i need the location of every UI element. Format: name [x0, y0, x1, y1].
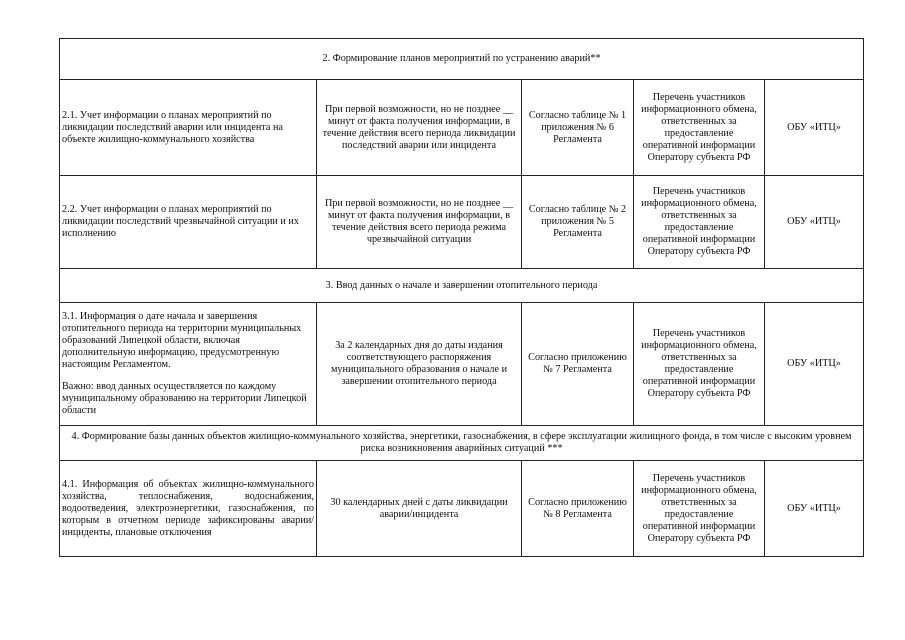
row-description [60, 461, 317, 557]
description-text: 4.1. Информация об объектах жилищно-коммунального хозяйства, теплоснабжения, водоснабжения, водоотведения, электроэнергетики, газоснабжения, по которым в отчетном периоде зафиксированы аварии/инциденты, плановые отключения [62, 478, 314, 538]
section-title: 2. Формирование планов мероприятий по устранению аварий** [60, 39, 864, 80]
row-deadline: При первой возможности, но не позднее __ минут от факта получения информации, в течение действия всего периода ликвидации последствий аварии или инцидента [317, 80, 522, 176]
regulation-table [59, 38, 864, 557]
table-row [60, 176, 864, 269]
description-text: 2.1. Учет информации о планах мероприятий по ликвидации последствий аварии или инцидента на объекте жилищно-коммунального хозяйства [62, 109, 283, 145]
description-text: 2.2. Учет информации о планах мероприятий по ликвидации последствий чрезвычайной ситуации и их исполнению [62, 204, 299, 239]
section-title: 4. Формирование базы данных объектов жилищно-коммунального хозяйства, энергетики, газоснабжения, в сфере эксплуатации жилищного фонда, в том числе с высоким уровнем риска возникновения аварийных ситуаций *** [60, 426, 864, 461]
row-description [60, 303, 317, 426]
description-note: Важно: ввод данных осуществляется по каждому муниципальному образованию на территории Липецкой области [62, 381, 307, 416]
row-format: Согласно таблице № 2 приложения № 5 Регламента [522, 176, 634, 269]
section-header-row [60, 269, 864, 303]
row-description [60, 176, 317, 269]
row-operator: ОБУ «ИТЦ» [765, 303, 864, 426]
row-format: Согласно приложению № 7 Регламента [522, 303, 634, 426]
row-participants: Перечень участников информационного обмена, ответственных за предоставление оперативной информации Оператору субъекта РФ [634, 303, 765, 426]
table-row [60, 461, 864, 557]
row-participants: Перечень участников информационного обмена, ответственных за предоставление оперативной информации Оператору субъекта РФ [634, 461, 765, 557]
row-description [60, 80, 317, 176]
description-text: 3.1. Информация о дате начала и завершения отопительного периода на территории муниципальных образований Липецкой области, включая дополнительную информацию, предусмотренную настоящим Регламентом. [62, 311, 302, 370]
row-operator: ОБУ «ИТЦ» [765, 80, 864, 176]
row-format: Согласно приложению № 8 Регламента [522, 461, 634, 557]
table-row [60, 80, 864, 176]
section-title: 3. Ввод данных о начале и завершении отопительного периода [60, 269, 864, 303]
table-row [60, 303, 864, 426]
section-header-row [60, 39, 864, 80]
section-header-row [60, 426, 864, 461]
row-deadline: За 2 календарных дня до даты издания соответствующего распоряжения муниципального образования о начале и завершении отопительного периода [317, 303, 522, 426]
row-participants: Перечень участников информационного обмена, ответственных за предоставление оперативной информации Оператору субъекта РФ [634, 176, 765, 269]
row-format: Согласно таблице № 1 приложения № 6 Регламента [522, 80, 634, 176]
row-participants: Перечень участников информационного обмена, ответственных за предоставление оперативной информации Оператору субъекта РФ [634, 80, 765, 176]
row-deadline: 30 календарных дней с даты ликвидации аварии/инцидента [317, 461, 522, 557]
row-deadline: При первой возможности, но не позднее __ минут от факта получения информации, в течение действия всего периода режима чрезвычайной ситуации [317, 176, 522, 269]
row-operator: ОБУ «ИТЦ» [765, 176, 864, 269]
row-operator: ОБУ «ИТЦ» [765, 461, 864, 557]
